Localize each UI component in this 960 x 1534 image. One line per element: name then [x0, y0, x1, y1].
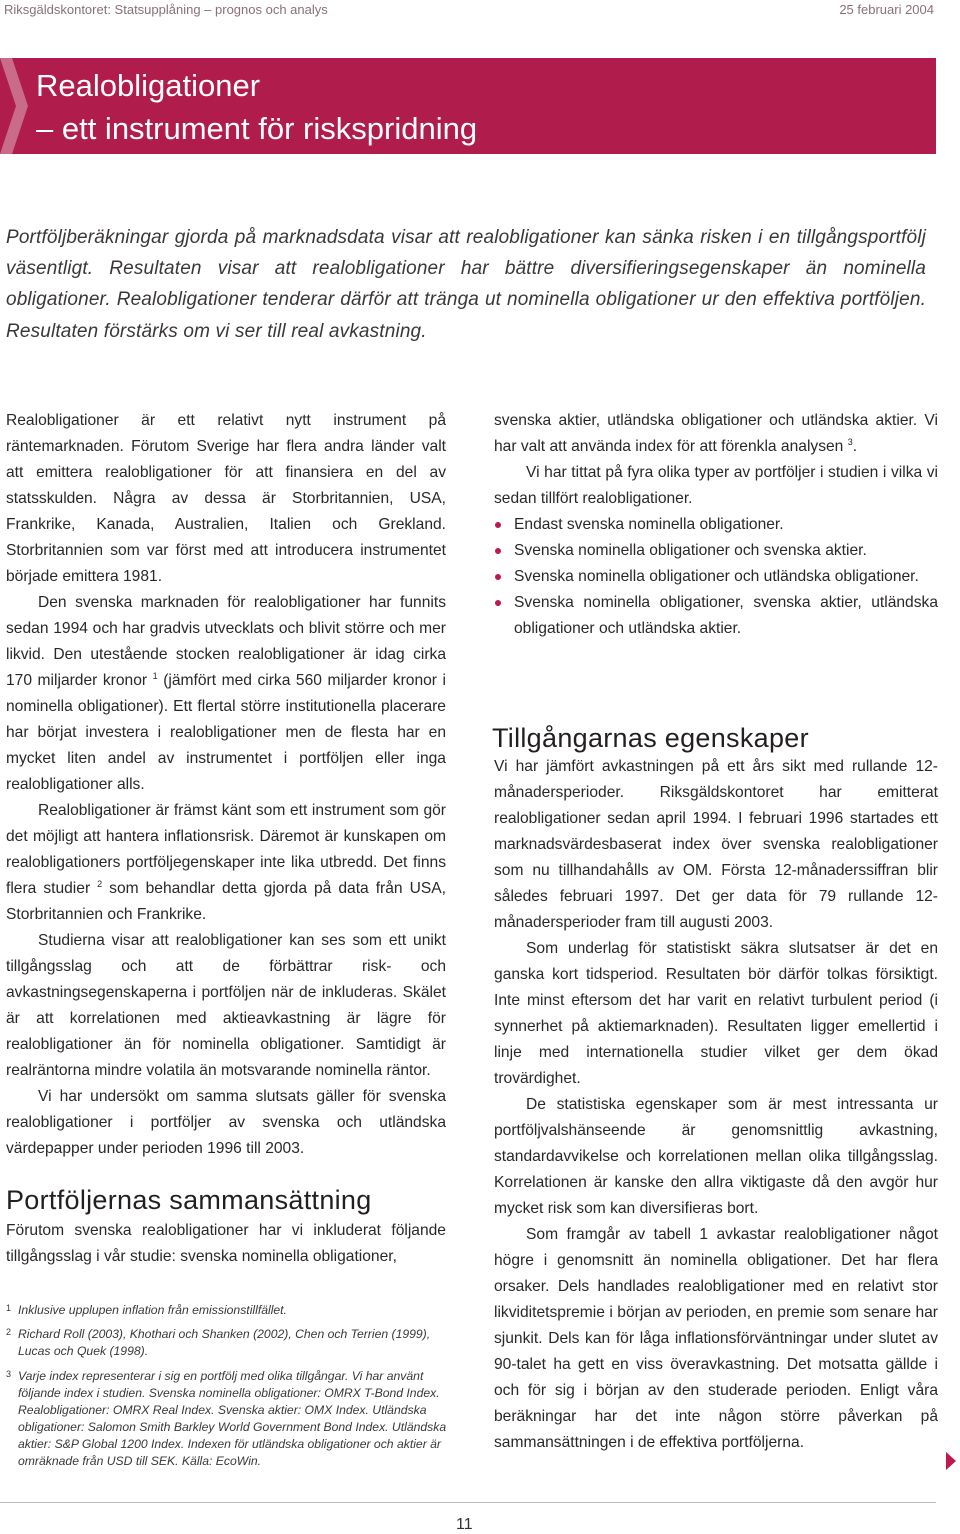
- footnote-3-number: 3: [6, 1369, 12, 1379]
- section-heading-tillgangar: Tillgångarnas egenskaper: [492, 723, 809, 753]
- list-item: [494, 564, 938, 590]
- left-paragraph-2: [6, 590, 446, 798]
- chevron-decoration-icon: [0, 58, 28, 154]
- continue-arrow-icon: [946, 1452, 956, 1470]
- left-paragraph-2-text-cont: (jämfört med cirka 560 miljarder kronor i nominella obligationer). Ett flertal större institutionella placerare har börjat investera i realobligationer men de flesta har en mycket liten andel av instrumentet i portföljen eller inga realobligationer alls.: [6, 672, 447, 793]
- footnote-2-number: 2: [6, 1327, 12, 1337]
- footnote-1-text: Inklusive upplupen inflation från emissionstillfället.: [18, 1303, 287, 1317]
- portfolio-type-list: [494, 512, 938, 642]
- right-paragraph-1-text: svenska aktier, utländska obligationer och utländska aktier. Vi har valt att använda index för att förenkla analysen: [494, 412, 938, 455]
- footnote-ref-2: 2: [97, 879, 103, 889]
- footnote-2: [6, 1326, 448, 1360]
- footnote-ref-3: 3: [847, 437, 853, 447]
- footnote-3-text: Varje index representerar i sig en portfölj med olika tillgångar. Vi har använt följande index i studien. Svenska nominella obligationer: OMRX T-Bond Index. Realobligationer: OMRX Real Index. Svenska aktier: OMX Index. Utländska obligationer: Salomon Smith Barkley World Government Bond Index. Utländska aktier: S&P Global 1200 Index. Indexen för utländska obligationer och aktier är omräknade från USD till SEK. Källa: EcoWin.: [18, 1369, 447, 1468]
- page-title: [36, 64, 477, 150]
- bullet-icon: [495, 574, 501, 580]
- tillgangar-paragraph-1: Vi har jämfört avkastningen på ett års sikt med rullande 12-månadersperioder. Riksgäldskontoret har emitterat realobligationer sedan april 1994. I februari 1996 startades ett marknadsvärdesbaserat index över svenska realobligationer som nu tillhandahålls av OM. Första 12-månaderssiffran blir således februari 1997. Det ger data för 79 rullande 12-månadersperioder fram till augusti 2003.: [494, 758, 938, 931]
- list-item-text: Endast svenska nominella obligationer.: [514, 516, 784, 533]
- list-item-text: Svenska nominella obligationer och svenska aktier.: [514, 542, 867, 559]
- right-paragraph-1-end: .: [852, 438, 858, 455]
- footnote-1: [6, 1302, 448, 1319]
- title-line-1: Realobligationer: [36, 68, 261, 103]
- running-header-source: Riksgäldskontoret: Statsupplåning – prognos och analys: [4, 2, 328, 17]
- tillgangar-paragraph-4: Som framgår av tabell 1 avkastar realobligationer något högre i genomsnitt än nominella obligationer. Det har flera orsaker. Dels handlades realobligationer med en relativt stor likviditetspremie i början av perioden, en premie som senare har sjunkit. Dels kan för låga inflationsförväntningar under slutet av 90-talet ha gett en viss överavkastning. Det motsatta gällde i och för sig i början av den studerade perioden. Enligt våra beräkningar har det inte någon större påverkan på sammansättningen i de effektiva portföljerna.: [494, 1226, 938, 1451]
- left-column: [6, 408, 446, 1162]
- tillgangar-paragraph-2: Som underlag för statistiskt säkra slutsatser är det en ganska kort tidsperiod. Resultaten bör därför tolkas försiktigt. Inte minst eftersom det har varit en relativt turbulent period (i synnerhet på aktiemarknaden). Resultaten ligger emellertid i linje med internationella studier vilket ger dem ökad trovärdighet.: [494, 940, 938, 1087]
- section-heading-portfolj: Portföljernas sammansättning: [6, 1185, 372, 1215]
- footnote-ref-1: 1: [152, 671, 158, 681]
- page-number: 11: [456, 1516, 473, 1533]
- left-paragraph-3-text-cont: som behandlar detta gjorda på data från USA, Storbritannien och Frankrike.: [6, 880, 446, 923]
- intro-paragraph: Portföljberäkningar gjorda på marknadsdata visar att realobligationer kan sänka risken i en tillgångsportfölj väsentligt. Resultaten visar att realobligationer har bättre diversifieringsegenskaper än nominella obligationer. Realobligationer tenderar därför att tränga ut nominella obligationer ur den effektiva portföljen. Resultaten förstärks om vi ser till real avkastning.: [6, 227, 926, 342]
- left-paragraph-3-text: Realobligationer är främst känt som ett instrument som gör det möjligt att hantera inflationsrisk. Däremot är kunskapen om realobligationers portföljegenskaper inte lika utbredd. Det finns flera studier: [6, 802, 446, 897]
- list-item: [494, 512, 938, 538]
- right-paragraph-2: Vi har tittat på fyra olika typer av portföljer i studien i vilka vi sedan tillfört realobligationer.: [494, 464, 938, 507]
- portfolj-paragraph-1: Förutom svenska realobligationer har vi inkluderat följande tillgångsslag i vår studie: svenska nominella obligationer,: [6, 1222, 446, 1265]
- left-paragraph-5: Vi har undersökt om samma slutsats gäller för svenska realobligationer i portföljer av svenska och utländska värdepapper under perioden 1996 till 2003.: [6, 1088, 446, 1157]
- list-item: [494, 590, 938, 642]
- left-paragraph-4: Studierna visar att realobligationer kan ses som ett unikt tillgångsslag och att de förbättrar risk- och avkastningsegenskaperna i portföljen när de inkluderas. Skälet är att korrelationen med aktieavkastning är lägre för realobligationer än för nominella obligationer. Samtidigt är realräntorna mindre volatila än motsvarande nominella räntor.: [6, 932, 446, 1079]
- footnote-1-number: 1: [6, 1303, 12, 1313]
- footnote-3: [6, 1368, 448, 1470]
- footer-divider: [0, 1502, 936, 1503]
- list-item: [494, 538, 938, 564]
- left-paragraph-2-text: Den svenska marknaden för realobligationer har funnits sedan 1994 och har gradvis utvecklats och blivit större och mer likvid. Den utestående stocken realobligationer är idag cirka 170 miljarder kronor: [6, 594, 446, 689]
- list-item-text: Svenska nominella obligationer, svenska aktier, utländska obligationer och utländska aktier.: [514, 594, 938, 637]
- title-line-2: – ett instrument för riskspridning: [36, 111, 478, 146]
- bullet-icon: [495, 522, 501, 528]
- right-column: [494, 408, 938, 642]
- portfolj-section-body: [6, 1218, 446, 1270]
- running-header-date: 25 februari 2004: [839, 2, 934, 17]
- left-paragraph-3: [6, 798, 446, 928]
- tillgangar-paragraph-3: De statistiska egenskaper som är mest intressanta ur portföljvalshänseende är genomsnittlig avkastning, standardavvikelse och korrelationen mellan olika tillgångsslag. Korrelationen är kanske den allra viktigaste då den avgör hur mycket risk som kan diversifieras bort.: [494, 1096, 938, 1217]
- left-paragraph-1: Realobligationer är ett relativt nytt instrument på räntemarknaden. Förutom Sverige har flera andra länder valt att emittera realobligationer för att finansiera en del av statsskulden. Några av dessa är Storbritannien, USA, Frankrike, Kanada, Australien, Italien och Grekland. Storbritannien som var först med att introducera instrumentet började emittera 1981.: [6, 412, 446, 585]
- list-item-text: Svenska nominella obligationer och utländska obligationer.: [514, 568, 919, 585]
- footnote-2-text: Richard Roll (2003), Khothari och Shanken (2002), Chen och Terrien (1999), Lucas och Quek (1998).: [18, 1327, 431, 1358]
- right-paragraph-1: [494, 408, 938, 460]
- bullet-icon: [495, 600, 501, 606]
- bullet-icon: [495, 548, 501, 554]
- tillgangar-section-body: [494, 754, 938, 1456]
